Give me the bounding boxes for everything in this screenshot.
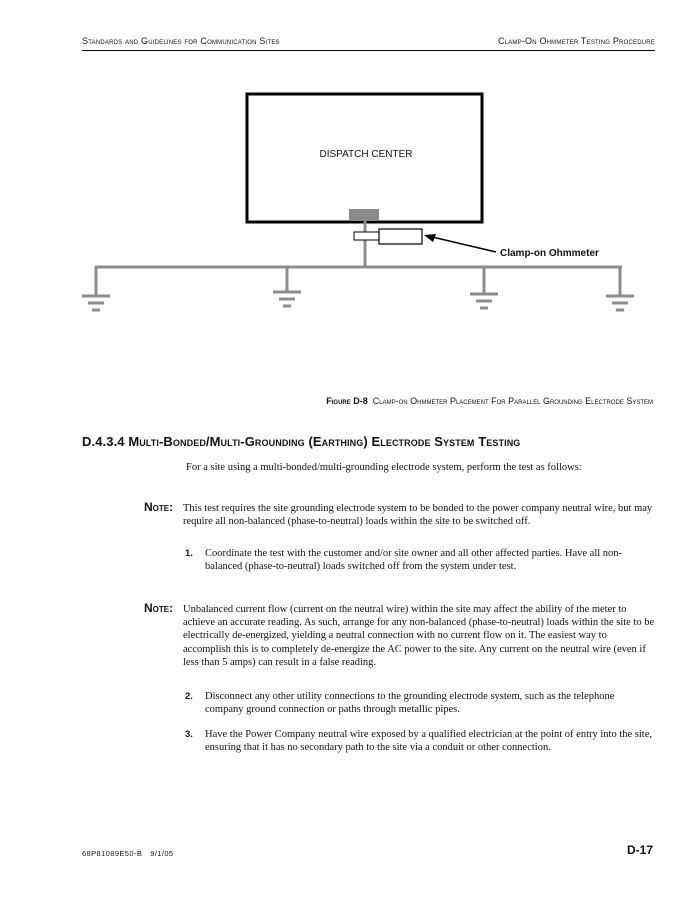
running-header-left: Standards and Guidelines for Communication Sites <box>82 36 280 46</box>
step-number: 2. <box>185 691 193 702</box>
step-number: 3. <box>185 729 193 740</box>
figure-caption-text: Clamp-on Ohmmeter Placement For Parallel Grounding Electrode System <box>372 396 653 406</box>
section-intro: For a site using a multi-bonded/multi-grounding electrode system, perform the test as follows: <box>186 462 582 473</box>
step-text: Disconnect any other utility connections to the grounding electrode system, such as the telephone company ground connection or paths through metallic pipes. <box>205 691 615 716</box>
ground-entry-block <box>349 209 379 221</box>
note-label: Note: <box>144 601 174 615</box>
doc-date: 9/1/05 <box>150 849 174 858</box>
callout-arrowhead <box>424 234 436 242</box>
note-text: This test requires the site grounding electrode system to be bonded to the power company neutral wire, but may require all non-balanced (phase-to-neutral) loads within the site to be switched off. <box>183 503 653 528</box>
figure-caption <box>326 396 653 406</box>
ground-electrode <box>82 267 110 310</box>
note-text: Unbalanced current flow (current on the neutral wire) within the site may affect the ability of the meter to achieve an accurate reading. As such, arrange for any non-balanced (phase-to-neutral) loads within the site to be electrically de-energized, yielding a neutral connection with no current flow on it. The easiest way to accomplish this is to completely de-energize the AC power to the site. Any current on the neutral wire (even if less than 5 amps) can result in a false reading. <box>183 604 655 668</box>
step-text: Have the Power Company neutral wire exposed by a qualified electrician at the point of entry into the site, ensuring that it has no secondary path to the site via a conduit or other connection. <box>205 729 652 754</box>
ground-electrode <box>470 267 498 308</box>
section-number: D.4.3.4 <box>82 434 125 449</box>
grounding-diagram <box>0 0 695 390</box>
building-label: DISPATCH CENTER <box>319 149 413 160</box>
doc-number: 68P81089E50-B <box>82 849 143 858</box>
page-number: D-17 <box>626 843 653 857</box>
section-title: Multi-Bonded/Multi-Grounding (Earthing) Electrode System Testing <box>128 434 521 449</box>
footer-doc-info <box>82 849 182 858</box>
meter-label: Clamp-on Ohmmeter <box>500 248 599 259</box>
step-text: Coordinate the test with the customer and/or site owner and all other affected parties. Have all non-balanced (phase-to-neutral) loads switched off from the system under test. <box>205 548 623 573</box>
ground-electrode <box>273 267 301 306</box>
clamp-on-ohmmeter <box>379 229 422 244</box>
clamp-jaw <box>354 232 379 240</box>
callout-leader <box>428 236 496 252</box>
step-number: 1. <box>185 548 193 559</box>
ground-electrode <box>606 267 634 310</box>
note-label: Note: <box>144 500 174 514</box>
figure-number: Figure D-8 <box>326 396 368 406</box>
running-header-right: Clamp-On Ohmmeter Testing Procedure <box>497 36 655 46</box>
section-heading <box>82 434 520 449</box>
